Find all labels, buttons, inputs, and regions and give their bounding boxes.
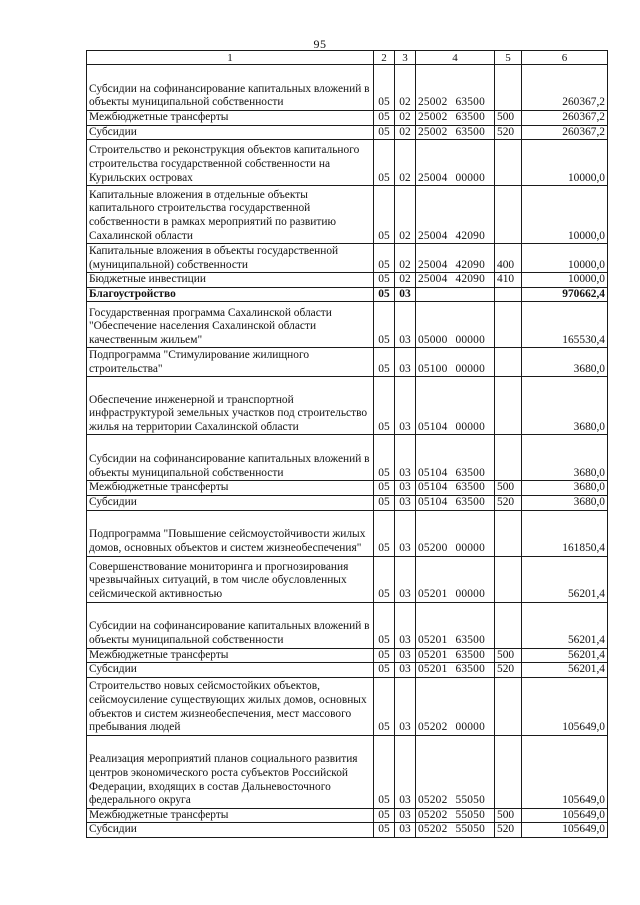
row-amount: 260367,2 bbox=[522, 125, 608, 140]
table-body bbox=[87, 65, 608, 838]
row-subsection: 02 bbox=[395, 140, 416, 186]
row-target-article bbox=[416, 808, 495, 823]
row-target-article bbox=[416, 556, 495, 602]
row-target-article-program: 05202 bbox=[418, 794, 448, 807]
table-row bbox=[87, 125, 608, 140]
row-name: Государственная программа Сахалинской области "Обеспечение населения Сахалинской области качественным жильем" bbox=[87, 302, 374, 348]
row-section: 05 bbox=[374, 808, 395, 823]
row-subsection: 03 bbox=[395, 481, 416, 496]
row-target-article bbox=[416, 348, 495, 377]
table-row bbox=[87, 808, 608, 823]
row-section: 05 bbox=[374, 602, 395, 648]
row-target-article bbox=[416, 65, 495, 111]
row-target-article-program: 25004 bbox=[418, 229, 448, 242]
row-expense-type bbox=[495, 186, 522, 244]
row-target-article-direction: 63500 bbox=[455, 648, 485, 661]
row-amount: 970662,4 bbox=[522, 287, 608, 302]
row-name: Субсидии на софинансирование капитальных вложений в объекты муниципальной собственности bbox=[87, 435, 374, 481]
row-section: 05 bbox=[374, 125, 395, 140]
row-section: 05 bbox=[374, 435, 395, 481]
row-target-article-direction: 63500 bbox=[455, 663, 485, 676]
row-section: 05 bbox=[374, 663, 395, 678]
row-target-article bbox=[416, 435, 495, 481]
row-section: 05 bbox=[374, 495, 395, 510]
row-target-article bbox=[416, 510, 495, 556]
row-target-article bbox=[416, 663, 495, 678]
row-subsection: 03 bbox=[395, 495, 416, 510]
row-target-article-program: 25004 bbox=[418, 273, 448, 286]
row-target-article-direction: 55050 bbox=[455, 808, 485, 821]
row-target-article-program: 05201 bbox=[418, 648, 448, 661]
row-target-article-program: 05104 bbox=[418, 420, 448, 433]
row-section: 05 bbox=[374, 273, 395, 288]
header-col-target-article: 4 bbox=[416, 51, 495, 65]
row-target-article bbox=[416, 111, 495, 126]
row-section: 05 bbox=[374, 377, 395, 435]
row-subsection: 03 bbox=[395, 435, 416, 481]
row-target-article-program: 05104 bbox=[418, 495, 448, 508]
row-subsection: 03 bbox=[395, 602, 416, 648]
row-amount: 3680,0 bbox=[522, 481, 608, 496]
row-expense-type bbox=[495, 556, 522, 602]
row-expense-type bbox=[495, 65, 522, 111]
table-row bbox=[87, 348, 608, 377]
row-target-article bbox=[416, 823, 495, 838]
row-target-article-direction: 63500 bbox=[455, 96, 485, 109]
row-expense-type bbox=[495, 377, 522, 435]
row-section: 05 bbox=[374, 348, 395, 377]
row-expense-type bbox=[495, 510, 522, 556]
row-target-article-direction: 42090 bbox=[455, 258, 485, 271]
row-target-article-program: 05201 bbox=[418, 633, 448, 646]
row-name: Межбюджетные трансферты bbox=[87, 648, 374, 663]
row-amount: 3680,0 bbox=[522, 495, 608, 510]
header-col-amount: 6 bbox=[522, 51, 608, 65]
row-section: 05 bbox=[374, 65, 395, 111]
row-target-article-program: 05104 bbox=[418, 466, 448, 479]
row-target-article bbox=[416, 287, 495, 302]
table-row bbox=[87, 735, 608, 808]
row-expense-type: 520 bbox=[495, 823, 522, 838]
row-target-article-program: 25002 bbox=[418, 125, 448, 138]
row-target-article-direction: 00000 bbox=[455, 587, 485, 600]
row-target-article-direction: 63500 bbox=[455, 495, 485, 508]
row-name: Межбюджетные трансферты bbox=[87, 808, 374, 823]
row-section: 05 bbox=[374, 287, 395, 302]
row-target-article-program: 25002 bbox=[418, 111, 448, 123]
row-expense-type bbox=[495, 287, 522, 302]
row-amount: 260367,2 bbox=[522, 65, 608, 111]
table-row bbox=[87, 435, 608, 481]
table-row bbox=[87, 481, 608, 496]
row-amount: 161850,4 bbox=[522, 510, 608, 556]
row-amount: 3680,0 bbox=[522, 435, 608, 481]
row-target-article-direction: 63500 bbox=[455, 111, 485, 123]
row-name: Субсидии на софинансирование капитальных вложений в объекты муниципальной собственности bbox=[87, 602, 374, 648]
row-amount: 10000,0 bbox=[522, 140, 608, 186]
row-amount: 105649,0 bbox=[522, 808, 608, 823]
row-section: 05 bbox=[374, 556, 395, 602]
row-subsection: 03 bbox=[395, 287, 416, 302]
row-name: Субсидии bbox=[87, 495, 374, 510]
row-expense-type: 520 bbox=[495, 495, 522, 510]
row-name: Подпрограмма "Стимулирование жилищного строительства" bbox=[87, 348, 374, 377]
row-target-article-direction: 42090 bbox=[455, 229, 485, 242]
row-target-article bbox=[416, 186, 495, 244]
row-target-article-direction: 00000 bbox=[455, 420, 485, 433]
row-amount: 10000,0 bbox=[522, 273, 608, 288]
row-target-article bbox=[416, 140, 495, 186]
row-section: 05 bbox=[374, 823, 395, 838]
row-target-article bbox=[416, 377, 495, 435]
row-expense-type bbox=[495, 602, 522, 648]
table-row bbox=[87, 287, 608, 302]
row-target-article-direction: 55050 bbox=[455, 823, 485, 836]
row-section: 05 bbox=[374, 186, 395, 244]
row-name: Строительство новых сейсмостойких объектов, сейсмоусиление существующих жилых домов, основных объектов и систем жизнеобеспечения, мест массового пребывания людей bbox=[87, 677, 374, 735]
row-section: 05 bbox=[374, 735, 395, 808]
row-expense-type bbox=[495, 140, 522, 186]
row-name: Субсидии на софинансирование капитальных вложений в объекты муниципальной собственности bbox=[87, 65, 374, 111]
row-subsection: 03 bbox=[395, 510, 416, 556]
table-row bbox=[87, 302, 608, 348]
table-row bbox=[87, 556, 608, 602]
row-target-article-program: 25002 bbox=[418, 96, 448, 109]
row-name: Подпрограмма "Повышение сейсмоустойчивости жилых домов, основных объектов и систем жизнеобеспечения" bbox=[87, 510, 374, 556]
row-expense-type: 400 bbox=[495, 244, 522, 273]
row-expense-type: 520 bbox=[495, 663, 522, 678]
row-amount: 56201,4 bbox=[522, 556, 608, 602]
row-subsection: 02 bbox=[395, 125, 416, 140]
table-header-row bbox=[87, 51, 608, 65]
row-target-article-program: 05201 bbox=[418, 663, 448, 676]
row-name: Благоустройство bbox=[87, 287, 374, 302]
row-amount: 3680,0 bbox=[522, 348, 608, 377]
row-expense-type: 500 bbox=[495, 111, 522, 126]
row-target-article-program: 25004 bbox=[418, 258, 448, 271]
row-target-article-program: 05202 bbox=[418, 721, 448, 734]
row-target-article bbox=[416, 735, 495, 808]
page-number: 95 bbox=[313, 37, 327, 51]
row-target-article-program: 05104 bbox=[418, 481, 448, 494]
row-amount: 56201,4 bbox=[522, 663, 608, 678]
row-subsection: 03 bbox=[395, 302, 416, 348]
row-subsection: 03 bbox=[395, 348, 416, 377]
table-row bbox=[87, 677, 608, 735]
row-name: Субсидии bbox=[87, 125, 374, 140]
row-subsection: 03 bbox=[395, 735, 416, 808]
row-name: Субсидии bbox=[87, 663, 374, 678]
row-amount: 10000,0 bbox=[522, 186, 608, 244]
row-amount: 260367,2 bbox=[522, 111, 608, 126]
row-target-article bbox=[416, 244, 495, 273]
row-expense-type: 500 bbox=[495, 648, 522, 663]
row-target-article-direction: 00000 bbox=[455, 333, 485, 346]
table-row bbox=[87, 186, 608, 244]
row-expense-type bbox=[495, 435, 522, 481]
row-target-article bbox=[416, 125, 495, 140]
row-name: Межбюджетные трансферты bbox=[87, 111, 374, 126]
row-amount: 56201,4 bbox=[522, 602, 608, 648]
row-expense-type: 520 bbox=[495, 125, 522, 140]
row-subsection: 02 bbox=[395, 65, 416, 111]
row-target-article bbox=[416, 495, 495, 510]
row-amount: 165530,4 bbox=[522, 302, 608, 348]
row-amount: 105649,0 bbox=[522, 677, 608, 735]
row-subsection: 03 bbox=[395, 677, 416, 735]
row-target-article-direction: 42090 bbox=[455, 273, 485, 286]
row-target-article-direction: 63500 bbox=[455, 481, 485, 494]
row-target-article-direction: 63500 bbox=[455, 466, 485, 479]
row-target-article-program: 05200 bbox=[418, 541, 448, 554]
table-row bbox=[87, 111, 608, 126]
row-expense-type bbox=[495, 348, 522, 377]
row-target-article bbox=[416, 302, 495, 348]
row-target-article bbox=[416, 273, 495, 288]
row-name: Реализация мероприятий планов социального развития центров экономического роста субъектов Российской Федерации, входящих в состав Дальневосточного федерального округа bbox=[87, 735, 374, 808]
row-section: 05 bbox=[374, 677, 395, 735]
row-name: Строительство и реконструкция объектов капитального строительства государственной собственности на Курильских островах bbox=[87, 140, 374, 186]
row-amount: 56201,4 bbox=[522, 648, 608, 663]
row-section: 05 bbox=[374, 648, 395, 663]
header-col-section: 2 bbox=[374, 51, 395, 65]
table-row bbox=[87, 65, 608, 111]
table-row bbox=[87, 377, 608, 435]
row-section: 05 bbox=[374, 510, 395, 556]
row-section: 05 bbox=[374, 140, 395, 186]
row-target-article-program: 05202 bbox=[418, 808, 448, 821]
row-name: Субсидии bbox=[87, 823, 374, 838]
row-expense-type bbox=[495, 735, 522, 808]
table-row bbox=[87, 510, 608, 556]
row-target-article-direction: 00000 bbox=[455, 721, 485, 734]
row-amount: 105649,0 bbox=[522, 735, 608, 808]
row-expense-type: 500 bbox=[495, 808, 522, 823]
row-target-article-program: 25004 bbox=[418, 171, 448, 184]
budget-table bbox=[86, 50, 608, 838]
row-target-article-program: 05201 bbox=[418, 587, 448, 600]
table-row bbox=[87, 823, 608, 838]
row-subsection: 02 bbox=[395, 111, 416, 126]
row-target-article-program: 05202 bbox=[418, 823, 448, 836]
row-name: Капитальные вложения в объекты государственной (муниципальной) собственности bbox=[87, 244, 374, 273]
row-subsection: 03 bbox=[395, 556, 416, 602]
header-col-expense-type: 5 bbox=[495, 51, 522, 65]
header-col-subsection: 3 bbox=[395, 51, 416, 65]
row-amount: 10000,0 bbox=[522, 244, 608, 273]
row-expense-type bbox=[495, 302, 522, 348]
row-expense-type bbox=[495, 677, 522, 735]
row-target-article-direction: 00000 bbox=[455, 362, 485, 375]
row-target-article bbox=[416, 648, 495, 663]
row-subsection: 03 bbox=[395, 648, 416, 663]
row-amount: 3680,0 bbox=[522, 377, 608, 435]
row-subsection: 03 bbox=[395, 663, 416, 678]
row-subsection: 02 bbox=[395, 244, 416, 273]
row-name: Капитальные вложения в отдельные объекты капитального строительства государственной собственности в рамках мероприятий по развитию Сахалинской области bbox=[87, 186, 374, 244]
row-target-article-direction: 63500 bbox=[455, 633, 485, 646]
row-target-article bbox=[416, 481, 495, 496]
row-amount: 105649,0 bbox=[522, 823, 608, 838]
row-target-article-direction: 00000 bbox=[455, 171, 485, 184]
row-subsection: 02 bbox=[395, 186, 416, 244]
row-subsection: 03 bbox=[395, 823, 416, 838]
row-name: Совершенствование мониторинга и прогнозирования чрезвычайных ситуаций, в том числе обусловленных сейсмической активностью bbox=[87, 556, 374, 602]
row-expense-type: 410 bbox=[495, 273, 522, 288]
row-subsection: 03 bbox=[395, 377, 416, 435]
row-expense-type: 500 bbox=[495, 481, 522, 496]
row-name: Обеспечение инженерной и транспортной инфраструктурой земельных участков под строительство жилья на территории Сахалинской области bbox=[87, 377, 374, 435]
table-row bbox=[87, 273, 608, 288]
row-target-article bbox=[416, 602, 495, 648]
row-subsection: 03 bbox=[395, 808, 416, 823]
row-target-article-direction: 55050 bbox=[455, 794, 485, 807]
row-section: 05 bbox=[374, 244, 395, 273]
table-row bbox=[87, 663, 608, 678]
row-target-article-program: 05000 bbox=[418, 333, 448, 346]
header-col-name: 1 bbox=[87, 51, 374, 65]
row-target-article bbox=[416, 677, 495, 735]
row-name: Межбюджетные трансферты bbox=[87, 481, 374, 496]
row-target-article-program: 05100 bbox=[418, 362, 448, 375]
table-row bbox=[87, 495, 608, 510]
row-section: 05 bbox=[374, 481, 395, 496]
row-section: 05 bbox=[374, 302, 395, 348]
row-subsection: 02 bbox=[395, 273, 416, 288]
table-row bbox=[87, 648, 608, 663]
table-row bbox=[87, 140, 608, 186]
table-row bbox=[87, 602, 608, 648]
row-target-article-direction: 63500 bbox=[455, 125, 485, 138]
row-section: 05 bbox=[374, 111, 395, 126]
row-name: Бюджетные инвестиции bbox=[87, 273, 374, 288]
row-target-article-direction: 00000 bbox=[455, 541, 485, 554]
table-row bbox=[87, 244, 608, 273]
